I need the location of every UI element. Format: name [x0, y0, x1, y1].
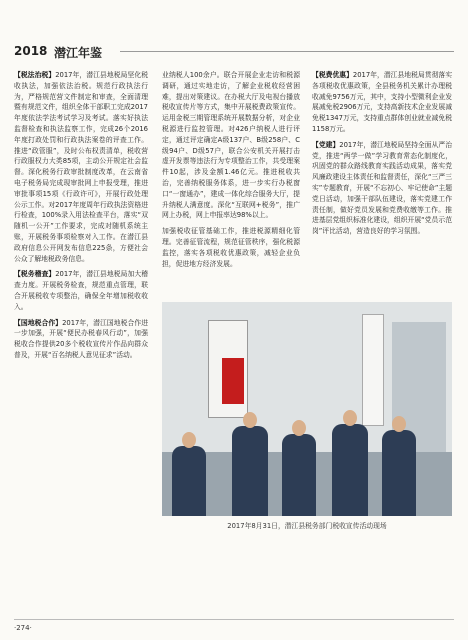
paragraph: [162, 226, 300, 269]
section-heading: 【税法治税】: [14, 71, 56, 79]
paragraph-text: 2017年，潜江县地税局贯彻落实各项税收优惠政策，全县税务机关累计办理税收减免9756万元，其中，支持小型微利企业发展减免税2906万元，支持高新技术企业发展减免税1347万元，支持重点群体创业就业减免税1158万元。: [312, 71, 452, 133]
paragraph: [14, 318, 148, 361]
column-1: [14, 70, 148, 366]
paragraph-text: 业纳税人100余户。联合开展企业走访和税源调研，通过实地走访，了解企业税收经营困难，提出对策建议。在办税大厅及电视台播放税收宣传片等方式，集中开展税费政策宣传。运用金税三期管理系统开展数据分析，对企业税源进行监控管理。对426户纳税人进行评定，通过评定确定A级137户、B级258户、C级94户、D级57户，联合公安机关开展打击虚开发票等违法行为专项整治工作，共受理案件10起，涉及金额1.46亿元。推进税收共治，完善纳税服务体系，进一步实行办税窗口“一窗通办”，建成一体化综合服务大厅，提升纳税人满意度。深化“互联网+税务”，推广网上办税，网上申报率达98%以上。: [162, 71, 300, 220]
photo-person-head: [343, 410, 357, 426]
paragraph-text: 2017年，潜江县地税局加大稽查力度。开展税务检查，规范重点管理，联合开展税收专项整治，确保全年增加税收收入。: [14, 270, 148, 311]
section-heading: 【税费优惠】: [312, 71, 353, 79]
paragraph-text: 加强税收征管基础工作，推进税源精细化管理。完善征管流程，规范征管秩序，强化税源监控，落实各项税收优惠政策，减轻企业负担，促进地方经济发展。: [162, 227, 300, 268]
photo-person: [282, 434, 316, 516]
section-heading: 【税务稽查】: [14, 270, 56, 279]
paragraph: [14, 269, 148, 312]
paragraph: [162, 70, 300, 221]
paragraph: [14, 70, 148, 264]
photo-person-head: [392, 416, 406, 432]
paragraph-text: 2017年，潜江县地税局坚化税收执法，加强依法治税。规范行政执法行为，严格规范营文件制定和审查，全面清理暨有规范文件，组织全体干部职工完成2017年度依法学法考试学习及考试。落实好执法监督检查和执法监察工作，完成26个2016年度打政处罚和行政执法案卷的评查工作。推进“政管服”，及时公布权责清单，税收营行政服权力大类85项，主动公开规定社会监督。深化税务行政审批制度改革，在云南省电子税务局完成现审批网上申报受理，推进审批事项15项《行政许可》，开展行政处理公示工作。对2017年度周年行政执法资格进行检查，100%录入用法检查平台，落实“双随机一公开”工作要求，完成对随机系统主账，开展税务事项检察对入工作。在潜江县政府信息公开网发布信息225条，方便社会公众了解地税政务信息。: [14, 71, 148, 263]
page-number: ·274·: [14, 624, 32, 632]
paragraph: [312, 70, 452, 135]
paragraph: [312, 140, 452, 237]
footer-rule: [14, 619, 454, 620]
paragraph-text: 2017年，潜江国地税合作进一步加强，开展“便民办税春风行动”，加强税收合作提供20多个税收宣传片作品向群众普及，开展“百名纳税人意见征求”活动。: [14, 318, 148, 359]
photo-person: [382, 430, 416, 516]
photo-red-sign: [222, 358, 244, 404]
page-header: [14, 44, 454, 60]
column-3: [312, 70, 452, 242]
photo-person-head: [243, 412, 257, 428]
yearbook-year: 2018: [14, 44, 48, 58]
photo-vertical-plaque: [362, 314, 384, 426]
event-photo: [162, 302, 452, 516]
section-heading: 【党建】: [312, 140, 340, 149]
column-2: [162, 70, 300, 274]
photo-caption: 2017年8月31日，潜江县税务部门税收宣传活动现场: [227, 522, 387, 530]
photo-person-head: [292, 420, 306, 436]
photo-person: [232, 426, 268, 516]
header-rule: [120, 51, 454, 52]
paragraph-text: 2017年，潜江地税局坚持全面从严治党，推进“两学一做”学习教育常态化制度化，巩固党的群众路线教育实践活动成果，落实党风廉政建设主体责任和监督责任，深化“三严三实”专题教育，开展“不忘初心、牢记使命”主题党日活动，加强干部队伍建设，落实党建工作责任制，做好党员发展和党费收缴等工作。推进基层党组织标准化建设，组织开展“党员示范岗”评比活动，营造良好的学习氛围。: [312, 140, 452, 236]
photo-person: [332, 424, 368, 516]
yearbook-title: 潜江年鉴: [54, 46, 103, 60]
photo-person-head: [182, 432, 196, 448]
photo-person: [172, 446, 206, 516]
section-heading: 【国地税合作】: [14, 318, 63, 327]
